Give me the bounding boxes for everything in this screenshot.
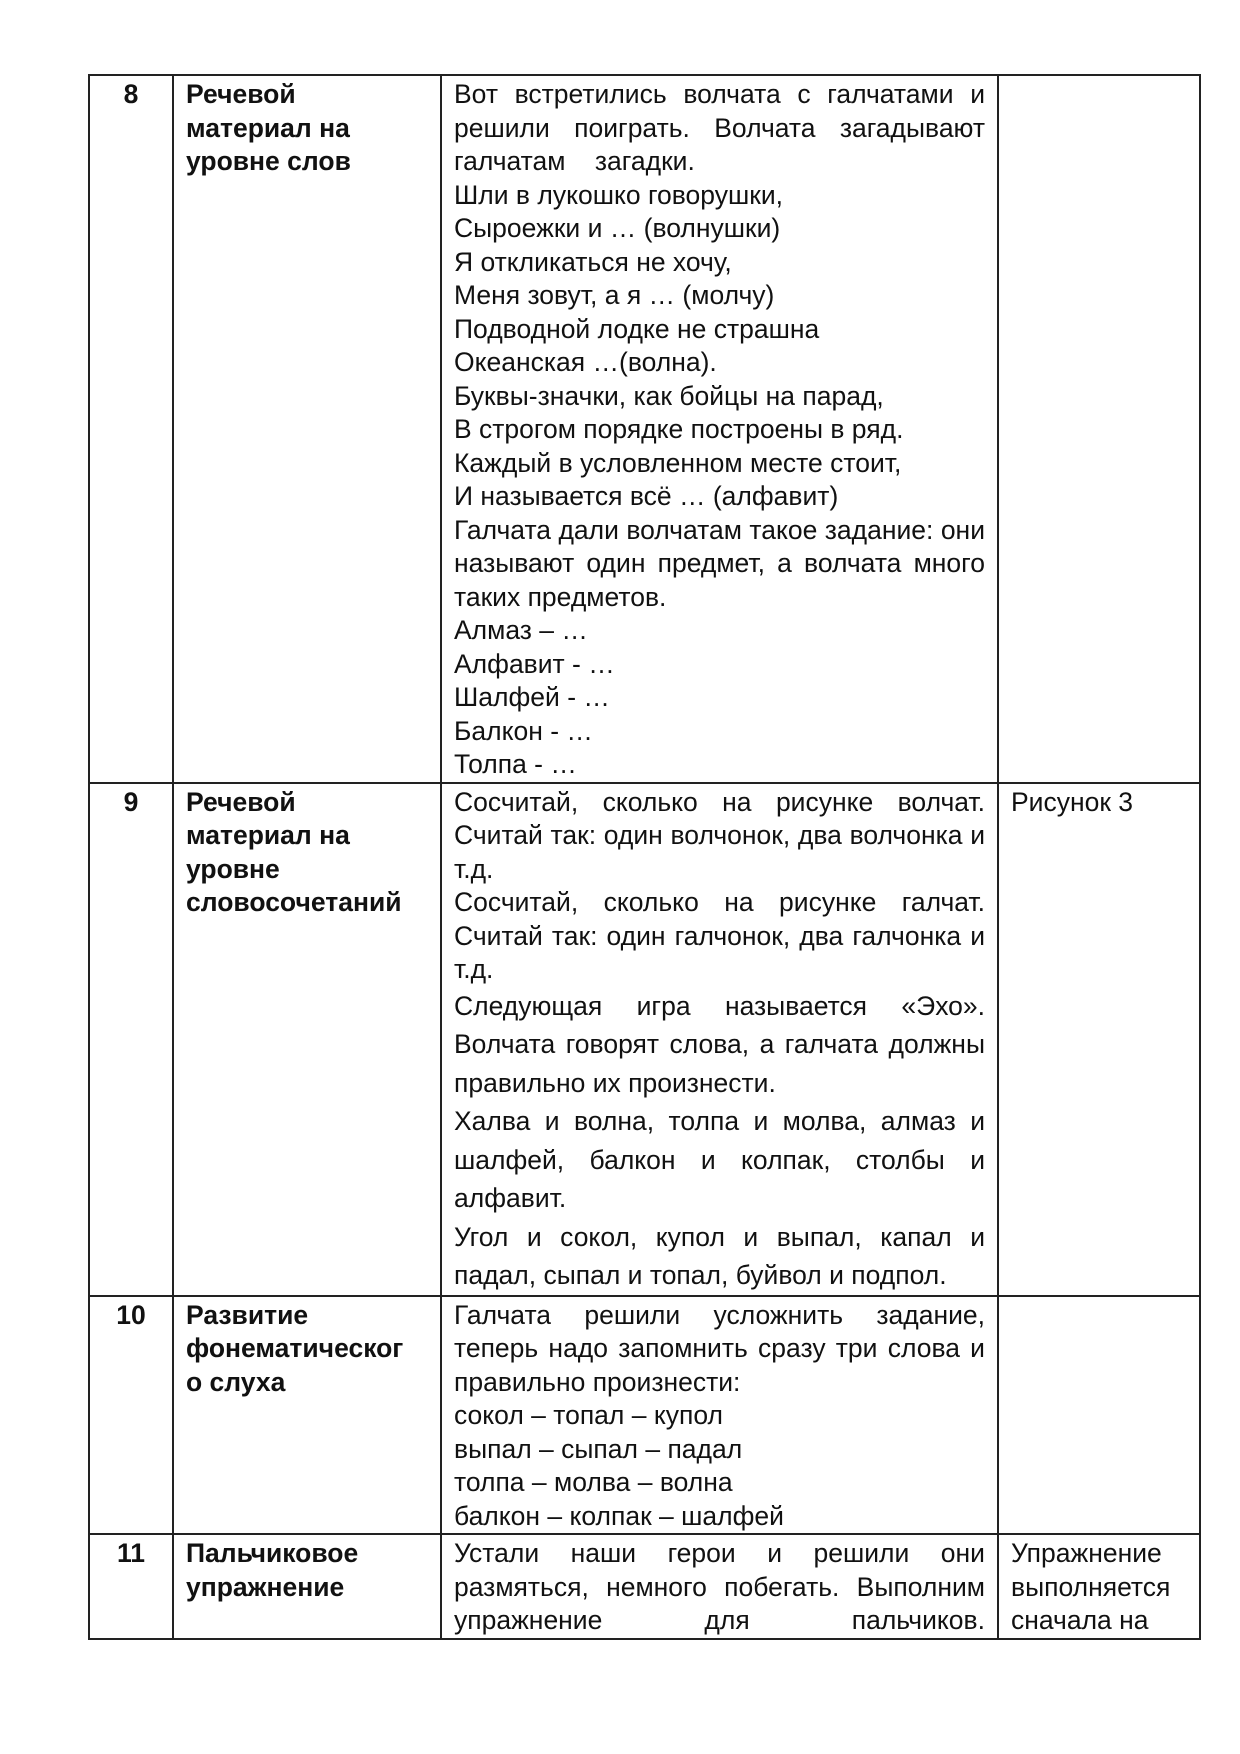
note-cell — [998, 1296, 1200, 1535]
note-line: Упражнение — [1011, 1538, 1162, 1568]
count-task: Сосчитай, сколько на рисунке галчат. Считай так: один галчонок, два галчонка и т.д. — [454, 887, 985, 984]
word-line: Шалфей - … — [454, 682, 610, 712]
riddle-line: Шли в лукошко говорушки, — [454, 179, 783, 210]
word-triplet: толпа – молва – волна — [454, 1467, 733, 1497]
activity-intro: Галчата решили усложнить задание, теперь надо запомнить сразу три слова и правильно произнести: — [454, 1299, 985, 1397]
count-task: Сосчитай, сколько на рисунке волчат. Считай так: один волчонок, два волчонка и т.д. — [454, 786, 985, 884]
word-line: Алфавит - … — [454, 648, 615, 679]
riddle-line: В строгом порядке построены в ряд. — [454, 414, 904, 444]
riddle-line: Подводной лодке не страшна — [454, 313, 820, 344]
stage-title-line: о слуха — [186, 1366, 286, 1397]
riddle-line: Океанская …(волна). — [454, 347, 717, 377]
stage-title-line: материал на — [186, 112, 350, 143]
stage-title-line: Пальчиковое — [186, 1538, 359, 1568]
row-number: 8 — [89, 75, 173, 783]
word-pairs: Халва и волна, толпа и молва, алмаз и шалфей, балкон и колпак, столбы и алфавит. — [454, 1106, 985, 1213]
stage-title-line: уровне слов — [186, 146, 351, 176]
riddle-line: Сыроежки и … (волнушки) — [454, 213, 781, 243]
word-line: Алмаз – … — [454, 615, 588, 645]
lesson-table — [88, 74, 1201, 1640]
stage-title — [173, 75, 441, 783]
note-cell: Рисунок 3 — [998, 783, 1200, 1296]
stage-title-line: фонематическог — [186, 1333, 404, 1363]
word-pairs: Угол и сокол, купол и выпал, капал и падал, сыпал и топал, буйвол и подпол. — [454, 1221, 985, 1290]
riddle-line: Каждый в условленном месте стоит, — [454, 447, 902, 478]
row-number: 10 — [89, 1296, 173, 1535]
word-triplet: выпал – сыпал – падал — [454, 1433, 743, 1464]
stage-title-line: Речевой — [186, 786, 296, 817]
word-line: Балкон - … — [454, 715, 593, 746]
game-title: Следующая игра называется «Эхо». — [454, 990, 985, 1021]
stage-title-line: Речевой — [186, 79, 296, 109]
activity-content — [441, 1296, 998, 1535]
stage-title-line: материал на — [186, 820, 350, 850]
stage-title-line: словосочетаний — [186, 887, 402, 917]
stage-title — [173, 1296, 441, 1535]
stage-title — [173, 783, 441, 1296]
riddle-line: Меня зовут, а я … (молчу) — [454, 280, 775, 310]
row-number: 11 — [89, 1534, 173, 1639]
activity-task: Галчата дали волчатам такое задание: они называют один предмет, а волчата много таких предметов. — [454, 514, 985, 612]
stage-title-line: Развитие — [186, 1299, 309, 1330]
stage-title-line: упражнение — [186, 1571, 345, 1602]
game-description: Волчата говорят слова, а галчата должны правильно их произнести. — [454, 1029, 985, 1098]
activity-text: Устали наши герои и решили они размяться, немного побегать. Выполним упражнение для пальчиков. — [454, 1538, 985, 1635]
activity-content — [441, 783, 998, 1296]
table-row — [89, 1534, 1200, 1639]
word-triplet: балкон – колпак – шалфей — [454, 1500, 784, 1531]
activity-content — [441, 75, 998, 783]
table-row — [89, 783, 1200, 1296]
riddle-line: Я откликаться не хочу, — [454, 246, 732, 277]
riddle-line: И называется всё … (алфавит) — [454, 481, 839, 511]
note-line: выполняется — [1011, 1571, 1171, 1602]
stage-title-line: уровне — [186, 853, 280, 884]
table-row — [89, 75, 1200, 783]
activity-content — [441, 1534, 998, 1639]
riddle-line: Буквы-значки, как бойцы на парад, — [454, 380, 884, 411]
table-row — [89, 1296, 1200, 1535]
row-number: 9 — [89, 783, 173, 1296]
note-cell — [998, 1534, 1200, 1639]
word-triplet: сокол – топал – купол — [454, 1400, 723, 1430]
stage-title — [173, 1534, 441, 1639]
activity-intro: Вот встретились волчата с галчатами и решили поиграть. Волчата загадывают галчатам загадки. — [454, 79, 993, 176]
note-cell — [998, 75, 1200, 783]
word-line: Толпа - … — [454, 749, 577, 779]
note-line: сначала на — [1011, 1605, 1149, 1635]
